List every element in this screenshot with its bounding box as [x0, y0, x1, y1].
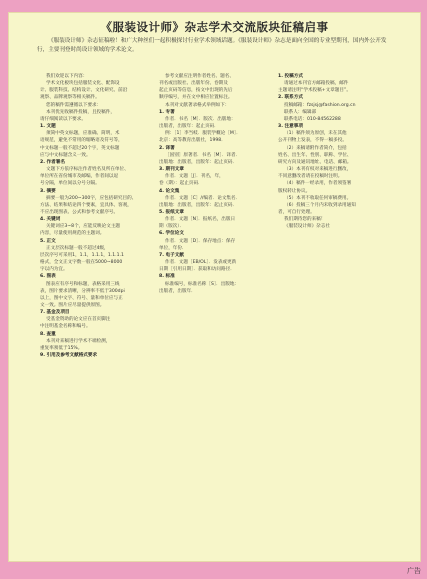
text-line: 本刊对来稿进行学术不端检测， [46, 338, 111, 344]
text-line: 出版地：出版者，出版年：起止页码． [159, 159, 238, 165]
text-line: 中文标题一般不超过20个字，英文标题 [40, 145, 120, 151]
text-line: 作者．文题［J］．刊名，年， [165, 174, 224, 180]
text-line: 投稿邮箱：fzsjsj@fashion.org.cn [284, 102, 356, 108]
section-heading: 3. 摘要 [40, 188, 56, 194]
text-line: 计、服装科技、结构设计、文化研究、前沿 [40, 88, 128, 94]
section-heading: 6. 图表 [40, 274, 56, 280]
section-heading: 8. 标准 [159, 274, 175, 280]
text-line: 方法、结果和结论四个要素，宜具体、客观， [40, 202, 132, 208]
text-line: 期（版次）． [159, 224, 185, 230]
section-heading: 1. 专著 [159, 109, 175, 115]
section-heading: 3. 期刊文章 [159, 167, 184, 173]
section-heading: 6. 学位论文 [159, 231, 184, 237]
text-line: 我们欢迎以下内容： [46, 74, 88, 79]
text-line: 单位所在省份城市及邮编，作者间以逗 [40, 174, 119, 180]
text-line: 文一致。图片应尽量提供原图。 [40, 303, 105, 308]
text-line: 北京：高等教育出版社，1998． [159, 138, 226, 144]
section-heading: 3. 注意事项 [278, 124, 303, 130]
text-line: 以上，图中文字、符号、量和单位应与正 [40, 295, 123, 301]
text-line: 层次序号可采用1，1.1，1.1.1，1.1.1.1 [40, 252, 124, 258]
page-title: 《服装设计师》杂志学术交流版块征稿启事 [100, 20, 329, 34]
text-line: 参考文献应注明作者姓名、题名、 [165, 74, 234, 79]
text-line: 请通过本刊官方邮箱投稿，邮件 [284, 81, 349, 87]
text-line: 卷（期）：起止页码． [159, 181, 203, 187]
text-line: 作者．文题［C］//编者．论文集名． [165, 195, 241, 201]
text-line: 例：［1］李当岐．服装学概论［M］． [165, 131, 241, 137]
text-line: 出版者，出版年：起止页码． [159, 124, 219, 130]
section-heading: 2. 作者署名 [40, 159, 65, 165]
text-line: 联系电话：010-84562288 [284, 116, 341, 122]
section-heading: 4. 关键词 [40, 217, 61, 223]
text-line: （3）本刊有权对来稿进行删改， [284, 167, 352, 173]
ad-label: 广告 [407, 567, 421, 575]
text-line: 日期［引用日期］．获取和访问路径． [159, 267, 235, 273]
text-line: 内容，尽量使用规范的主题词。 [40, 231, 105, 237]
text-line: 出版地：出版者，出版年：起止页码． [159, 202, 238, 208]
text-line: 关键词应3~8个，应能反映论文主题 [46, 224, 121, 230]
text-line: （2）来稿请附作者简介，包括 [284, 145, 347, 151]
section-heading: 8. 查重 [40, 331, 56, 337]
text-column-1 [40, 73, 152, 359]
text-column-3 [278, 73, 390, 230]
text-line: ［国别］原著者．书名［M］．译者． [165, 152, 241, 158]
text-line: 正文层次标题一般不超过4级， [46, 245, 109, 251]
text-line: 不同意删改者请在投稿时注明。 [278, 174, 343, 180]
section-heading: 9. 引用及参考文献格式要求 [40, 353, 98, 359]
text-line: 联系人：编辑部 [284, 109, 317, 115]
text-line: 作者．文题［N］．报纸名，出版日 [165, 217, 236, 223]
text-line: 本刊优先收稿件投稿，且投稿件， [46, 109, 115, 115]
text-line: 标准编号，标准名称［S］．出版地： [165, 281, 240, 287]
text-line: 请仔细阅读以下要求。 [40, 116, 86, 122]
text-line: 作者．书名［M］．版次．出版地： [165, 116, 236, 122]
text-line: 作者．文题［EB/OL］．发表或更新 [165, 260, 237, 266]
text-line: 《服装设计师》杂志社 [284, 224, 330, 230]
section-heading: 7. 基金及项目 [40, 310, 70, 316]
intro-paragraph: 《服装设计师》杂志征稿啦！和广大种丝们一起积极探讨行业学术领域话题。《服装设计师》杂志是面向全国的专业型期刊，国内外公开发行，主要刊登时尚设计领域的学术论文。 [37, 38, 387, 53]
text-line: 您的稿件需遵循以下要求： [46, 102, 102, 108]
section-heading: 7. 电子文献 [159, 252, 184, 258]
text-line: 顺序编号，并在文中相应位置标注。 [159, 95, 233, 101]
text-line: 重复率须低于15%。 [40, 345, 83, 351]
text-line: 者，可自行处理。 [278, 209, 315, 215]
section-heading: 1. 投稿方式 [278, 74, 303, 79]
text-line: （4）稿件一经录用，作者须签署 [284, 181, 352, 187]
text-line: 摘要一般为200~300字，应包括研究目的、 [46, 195, 137, 201]
text-line: 主题请注明“学术投稿+文章题目”。 [278, 88, 351, 94]
text-line: 文题下方依序标注作者姓名及所在单位、 [46, 167, 129, 173]
text-line: （5）本刊不收取任何审稿费用。 [284, 195, 352, 201]
text-line: 语规范，避免不常用的缩略语及符号等， [40, 138, 123, 144]
section-heading: 5. 正文 [40, 238, 56, 244]
text-line: 刊名或出版社、出版年份、卷期及 [159, 81, 228, 87]
text-line: 作者．文题［D］．保存地点：保存 [165, 238, 236, 244]
text-line: 学术文化板块包括服装文化、配饰设 [46, 81, 120, 87]
text-line: 图表应有序号和标题，表格采用三线 [46, 281, 120, 287]
text-line: 须简中英文标题，应准确、简明，术 [46, 131, 120, 137]
text-line: 公开刊物上发表，不得一稿多投。 [278, 138, 347, 144]
section-heading: 4. 论文集 [159, 188, 180, 194]
text-line: 应与中文标题含义一致。 [40, 152, 91, 158]
text-line: 本刊对文献著录格式举例如下： [165, 102, 230, 108]
text-line: 格式，全文正文字数一般在5000~8000 [40, 260, 123, 266]
text-line: 起止页码等信息，按文中出现的先后 [159, 88, 233, 94]
text-line: （1）稿件须为原创，未在其他 [284, 131, 347, 137]
text-line: 不应出现图表、公式和参考文献序号。 [40, 209, 119, 215]
section-heading: 1. 文题 [40, 124, 56, 130]
text-line: 中注明基金名称和编号。 [40, 324, 91, 330]
section-heading: 2. 译著 [159, 145, 175, 151]
text-line: 版权转让协议。 [278, 188, 311, 194]
text-line: 我们期待您的来稿！ [284, 217, 326, 223]
text-line: 表，图片要求清晰，分辨率不低于300dpi [40, 288, 125, 294]
text-line: 出版者，出版年． [159, 288, 196, 294]
section-heading: 5. 报纸文章 [159, 209, 184, 215]
text-line: 单位，年份． [159, 245, 187, 251]
text-column-2 [159, 73, 271, 295]
text-line: 观察、品牌观察等相关稿件。 [40, 95, 100, 101]
text-line: 号分隔，单位间以分号分隔。 [40, 181, 100, 187]
text-line: 受基金资助的论文应在首页脚注 [46, 317, 111, 323]
notice-page [8, 12, 421, 562]
section-heading: 2. 联系方式 [278, 95, 303, 101]
text-line: 字以内为宜。 [40, 267, 68, 273]
text-line: （6）投稿三个月内未收到录用通知 [284, 202, 356, 208]
text-line: 研究方向及通讯地址、电话、邮箱。 [278, 159, 352, 165]
text-line: 姓名、出生年、性别、职称、学位、 [278, 152, 352, 158]
